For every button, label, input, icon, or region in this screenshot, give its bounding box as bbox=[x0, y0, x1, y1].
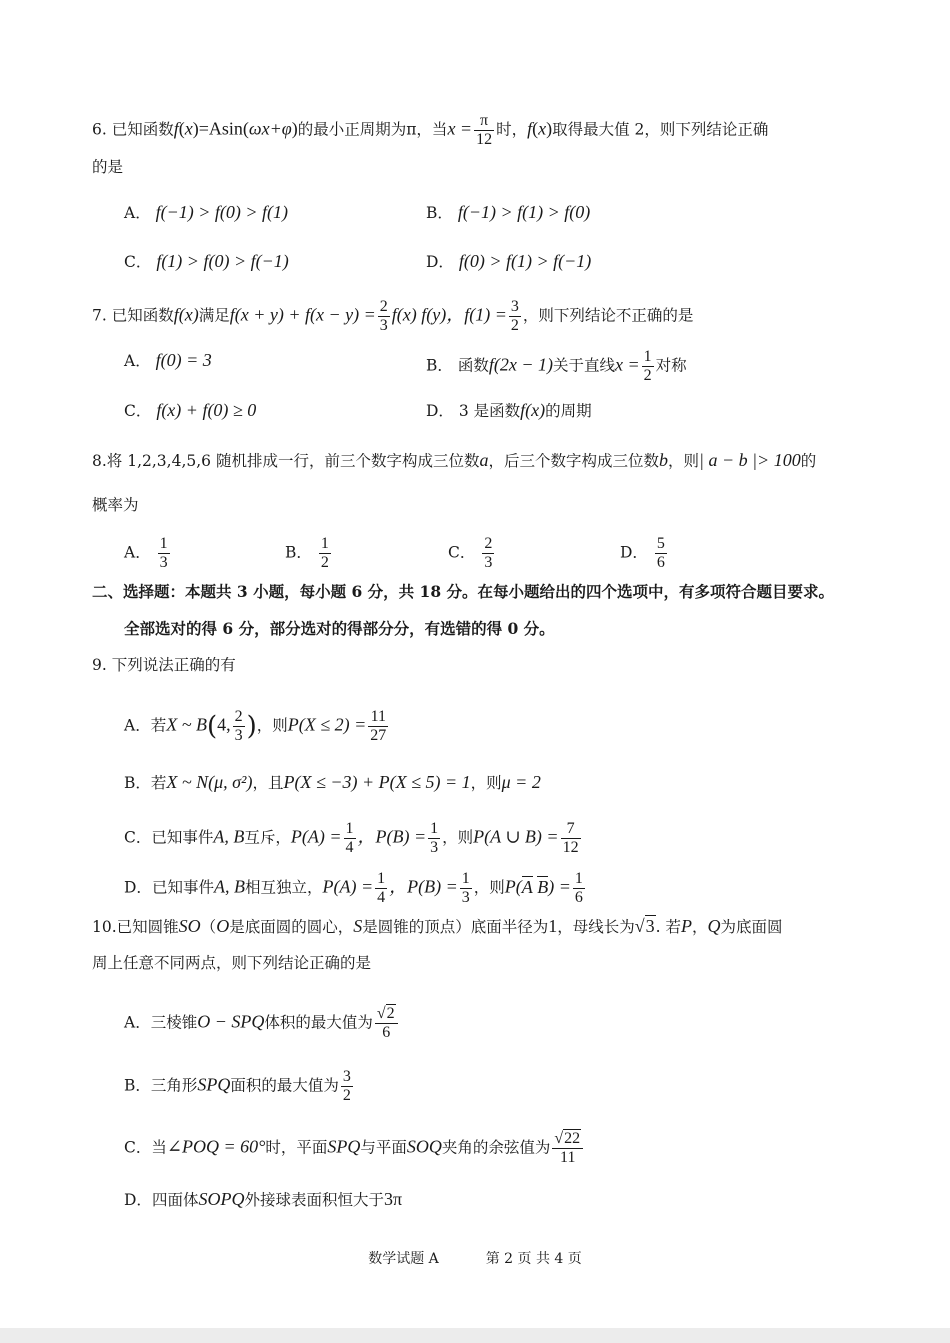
q9-option-d: D．已知事件A, B相互独立，P(A) = $\frac{1}{4}$ ，P(B) = $\frac{1}{3}$ ，则P(A B) = $\frac{1}{6}$ bbox=[124, 870, 583, 906]
q9-option-a: A．若X ~ B(4, $\frac{2}{3}$ )，则P(X ≤ 2) = $\frac{11}{27}$ bbox=[124, 708, 387, 744]
q8-option-b: B． $\frac{1}{2}$ bbox=[285, 535, 329, 571]
q6-option-b: B． f(−1) > f(1) > f(0) bbox=[426, 202, 591, 222]
q7-option-a: A． f(0) = 3 bbox=[124, 350, 212, 370]
q8-option-a: A． $\frac{1}{3}$ bbox=[124, 535, 168, 571]
fraction-pi-12: $\frac{\pi}{12}$ bbox=[476, 112, 493, 148]
fraction-2-3: $\frac{2}{3}$ bbox=[379, 298, 388, 334]
q9-stem: 9. 下列说法正确的有 bbox=[92, 656, 236, 674]
q8-stem-cont: 概率为 bbox=[92, 496, 139, 514]
fraction-1-2: $\frac{1}{2}$ bbox=[643, 348, 652, 384]
q6-stem: 6. 已知函数f(x)=Asin(ωx+φ)的最小正周期为π，当x = $\frac{\pi}{12}$ 时，f(x)取得最大值 2，则下列结论正确 bbox=[92, 112, 769, 148]
q10-option-c: C．当∠POQ = 60°时，平面SPQ与平面SOQ夹角的余弦值为 $\frac{√22}{11}$ bbox=[124, 1130, 585, 1167]
footer-page-number: 第 2 页 共 4 页 bbox=[485, 1251, 582, 1267]
page-footer bbox=[0, 1248, 950, 1268]
q8-option-d: D． $\frac{5}{6}$ bbox=[620, 535, 665, 571]
scan-bottom-edge bbox=[0, 1328, 950, 1343]
q7-option-c: C． f(x) + f(0) ≥ 0 bbox=[124, 400, 257, 420]
q10-option-a: A．三棱锥O − SPQ体积的最大值为 $\frac{√2}{6}$ bbox=[124, 1005, 400, 1042]
section-2-heading: 二、选择题：本题共 3 小题，每小题 6 分，共 18 分。在每小题给出的四个选项中，有多项符合题目要求。 bbox=[92, 582, 835, 601]
q10-stem-cont: 周上任意不同两点，则下列结论正确的是 bbox=[92, 954, 372, 972]
q9-option-b: B．若X ~ N(μ, σ²)，且P(X ≤ −3) + P(X ≤ 5) = 1，则μ = 2 bbox=[124, 772, 541, 792]
q6-option-a: A． f(−1) > f(0) > f(1) bbox=[124, 202, 289, 222]
q6-stem-cont: 的是 bbox=[92, 158, 124, 176]
q8-stem: 8.将 1,2,3,4,5,6 随机排成一行，前三个数字构成三位数a，后三个数字构成三位数b，则| a − b |> 100的 bbox=[92, 450, 817, 470]
q7-stem: 7. 已知函数f(x)满足f(x + y) + f(x − y) = $\frac{2}{3}$ f(x) f(y)，f(1) = $\frac{3}{2}$ ，则下列结论不正确的是 bbox=[92, 298, 694, 334]
footer-subject: 数学试题 A bbox=[368, 1251, 439, 1267]
q9-option-c: C．已知事件A, B互斥，P(A) = $\frac{1}{4}$ ，P(B) = $\frac{1}{3}$ ，则P(A ∪ B) = $\frac{7}{12}$ bbox=[124, 820, 579, 856]
q7-option-d: D． 3 是函数f(x)的周期 bbox=[426, 400, 592, 420]
section-2-instructions: 全部选对的得 6 分，部分选对的得部分分，有选错的得 0 分。 bbox=[124, 619, 555, 638]
q10-option-d: D．四面体SOPQ外接球表面积恒大于3π bbox=[124, 1189, 403, 1209]
q6-option-d: D． f(0) > f(1) > f(−1) bbox=[426, 251, 592, 271]
q10-option-b: B．三角形SPQ面积的最大值为 $\frac{3}{2}$ bbox=[124, 1068, 351, 1104]
fraction-3-2: $\frac{3}{2}$ bbox=[510, 298, 519, 334]
q8-option-c: C． $\frac{2}{3}$ bbox=[448, 535, 493, 571]
q6-option-c: C． f(1) > f(0) > f(−1) bbox=[124, 251, 289, 271]
q7-option-b: B． 函数f(2x − 1)关于直线x = $\frac{1}{2}$ 对称 bbox=[426, 348, 687, 384]
q10-stem: 10.已知圆锥SO（O是底面圆的圆心，S是圆锥的顶点）底面半径为1，母线长为√3. 若P，Q为底面圆 bbox=[92, 916, 783, 936]
